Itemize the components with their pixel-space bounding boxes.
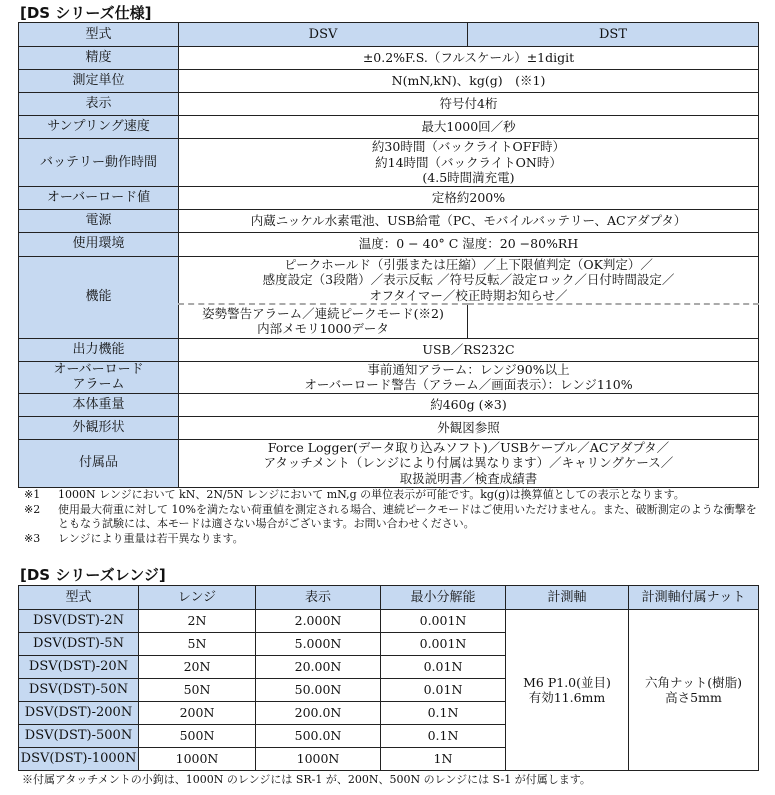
model-cell: DSV(DST)-500N <box>19 725 139 748</box>
spec-row <box>19 232 759 256</box>
range-header-row <box>19 586 759 610</box>
dsv-only-value <box>179 304 468 338</box>
value-line: 姿勢警告アラーム／連続ピークモード(※2) <box>202 305 444 321</box>
spec-row <box>19 209 759 232</box>
model-cell: DSV(DST)-20N <box>19 656 139 679</box>
header-dst: DST <box>468 23 759 47</box>
value-line: 感度設定（3段階）／表示反転 ／符号反転／設定ロック／日付時間設定／ <box>262 272 675 287</box>
range-cell: 2N <box>139 610 256 633</box>
range-cell: 200N <box>139 702 256 725</box>
row-label: 出力機能 <box>19 338 179 361</box>
resolution-cell: 0.01N <box>381 679 506 702</box>
shaft-cell <box>506 610 629 771</box>
value-line: オーバーロード警告（アラーム／画面表示）：レンジ110% <box>304 377 633 392</box>
value-line: オフタイマー／校正時期お知らせ／ <box>369 287 568 303</box>
row-value: 符号付4桁 <box>179 93 759 116</box>
spec-row <box>19 186 759 209</box>
row-value: 約460g (※3) <box>179 393 759 416</box>
display-cell: 2.000N <box>256 610 381 633</box>
row-value: 最大1000回／秒 <box>179 116 759 139</box>
row-value <box>179 361 759 393</box>
spec-row <box>19 338 759 361</box>
row-value: 内蔵ニッケル水素電池、USB給電（PC、モバイルバッテリー、ACアダプタ） <box>179 209 759 232</box>
spec-row <box>19 439 759 487</box>
spec-row <box>19 116 759 139</box>
spec-notes <box>24 488 764 546</box>
row-value <box>179 439 759 487</box>
spec-row <box>19 416 759 439</box>
note-text: 1000N レンジにおいて kN、2N/5N レンジにおいて mN,g の単位表示が可能です。kg(g)は換算値としての表示となります。 <box>58 488 685 501</box>
spec-row <box>19 47 759 70</box>
note-mark: ※3 <box>24 531 41 545</box>
resolution-cell: 0.001N <box>381 633 506 656</box>
note-text: レンジにより重量は若干異なります。 <box>58 531 244 545</box>
row-label: 精度 <box>19 47 179 70</box>
dst-empty-cell <box>468 304 759 338</box>
row-value: USB／RS232C <box>179 338 759 361</box>
col-header: 最小分解能 <box>381 586 506 610</box>
spec-header-row <box>19 23 759 47</box>
range-footnote: ※付属アタッチメントの小鉤は、1000N のレンジには SR-1 が、200N、500N のレンジには S-1 が付属します。 <box>22 773 591 786</box>
value-line: 内部メモリ1000データ <box>257 321 389 337</box>
value-line: アタッチメント（レンジにより付属は異なります）／キャリングケース／ <box>263 455 674 471</box>
resolution-cell: 0.01N <box>381 656 506 679</box>
row-label: 外観形状 <box>19 416 179 439</box>
row-label: オーバーロード値 <box>19 186 179 209</box>
range-cell: 500N <box>139 725 256 748</box>
row-label: サンプリング速度 <box>19 116 179 139</box>
model-cell: DSV(DST)-200N <box>19 702 139 725</box>
resolution-cell: 1N <box>381 748 506 771</box>
spec-row <box>19 70 759 93</box>
row-label: 本体重量 <box>19 393 179 416</box>
note <box>24 488 764 503</box>
spec-title: [DS シリーズ仕様] <box>20 4 152 22</box>
row-label: 付属品 <box>19 439 179 487</box>
range-cell: 50N <box>139 679 256 702</box>
label-line: オーバーロード <box>53 361 144 377</box>
display-cell: 5.000N <box>256 633 381 656</box>
shaft-line: 有効11.6mm <box>528 690 606 705</box>
display-cell: 1000N <box>256 748 381 771</box>
spec-row <box>19 256 759 304</box>
row-label: 使用環境 <box>19 232 179 256</box>
model-cell: DSV(DST)-50N <box>19 679 139 702</box>
spec-row <box>19 393 759 416</box>
model-cell: DSV(DST)-2N <box>19 610 139 633</box>
value-line: ピークホールド（引張または圧縮）／上下限値判定（OK判定）／ <box>284 256 653 272</box>
row-label: 表示 <box>19 93 179 116</box>
spec-table <box>18 22 759 488</box>
value-line: 約30時間（バックライトOFF時） <box>371 139 566 154</box>
range-row <box>19 610 759 633</box>
note <box>24 532 764 547</box>
shaft-line: M6 P1.0(並目) <box>523 674 611 690</box>
spec-row <box>19 139 759 187</box>
model-cell: DSV(DST)-5N <box>19 633 139 656</box>
resolution-cell: 0.1N <box>381 725 506 748</box>
value-line: 事前通知アラーム：レンジ90%以上 <box>367 361 570 377</box>
header-model: 型式 <box>19 23 179 47</box>
row-value: 外観図参照 <box>179 416 759 439</box>
range-title: [DS シリーズレンジ] <box>20 566 166 584</box>
nut-line: 六角ナット(樹脂) <box>644 674 742 690</box>
label-line: アラーム <box>72 377 125 392</box>
value-line: 約14時間（バックライトON時） <box>375 154 562 170</box>
nut-line: 高さ5mm <box>665 690 722 705</box>
display-cell: 500.0N <box>256 725 381 748</box>
resolution-cell: 0.1N <box>381 702 506 725</box>
range-cell: 20N <box>139 656 256 679</box>
row-label <box>19 361 179 393</box>
row-value: 温度：0 − 40° C 湿度：20 −80%RH <box>179 232 759 256</box>
row-label: バッテリー動作時間 <box>19 139 179 187</box>
spec-row <box>19 93 759 116</box>
note-mark: ※1 <box>24 488 41 501</box>
col-header: 計測軸付属ナット <box>629 586 759 610</box>
display-cell: 50.00N <box>256 679 381 702</box>
row-label: 機能 <box>19 256 179 338</box>
note-mark: ※2 <box>24 502 41 516</box>
nut-cell <box>629 610 759 771</box>
spec-row <box>19 361 759 393</box>
model-cell: DSV(DST)-1000N <box>19 748 139 771</box>
note-text: 使用最大荷重に対して 10%を満たない荷重値を測定される場合、連続ピークモードはご使用いただけません。また、破断測定のような衝撃をともなう試験には、本モードは適さない場合がございます。お問い合わせください。 <box>58 502 757 530</box>
range-cell: 1000N <box>139 748 256 771</box>
note <box>24 503 764 532</box>
row-value <box>179 139 759 187</box>
value-line: Force Logger(データ取り込みソフト)／USBケーブル／ACアダプタ／ <box>267 439 670 455</box>
row-value: 定格約200% <box>179 186 759 209</box>
col-header: 型式 <box>19 586 139 610</box>
row-value: N(mN,kN)、kg(g) (※1) <box>179 70 759 93</box>
row-value: ±0.2%F.S.（フルスケール）±1digit <box>179 47 759 70</box>
row-value <box>179 256 759 304</box>
row-label: 電源 <box>19 209 179 232</box>
value-line: (4.5時間満充電) <box>422 170 515 185</box>
range-cell: 5N <box>139 633 256 656</box>
resolution-cell: 0.001N <box>381 610 506 633</box>
col-header: 表示 <box>256 586 381 610</box>
display-cell: 20.00N <box>256 656 381 679</box>
display-cell: 200.0N <box>256 702 381 725</box>
col-header: レンジ <box>139 586 256 610</box>
value-line: 取扱説明書／検査成績書 <box>399 470 538 486</box>
row-label: 測定単位 <box>19 70 179 93</box>
range-table <box>18 585 759 771</box>
header-dsv: DSV <box>179 23 468 47</box>
col-header: 計測軸 <box>506 586 629 610</box>
